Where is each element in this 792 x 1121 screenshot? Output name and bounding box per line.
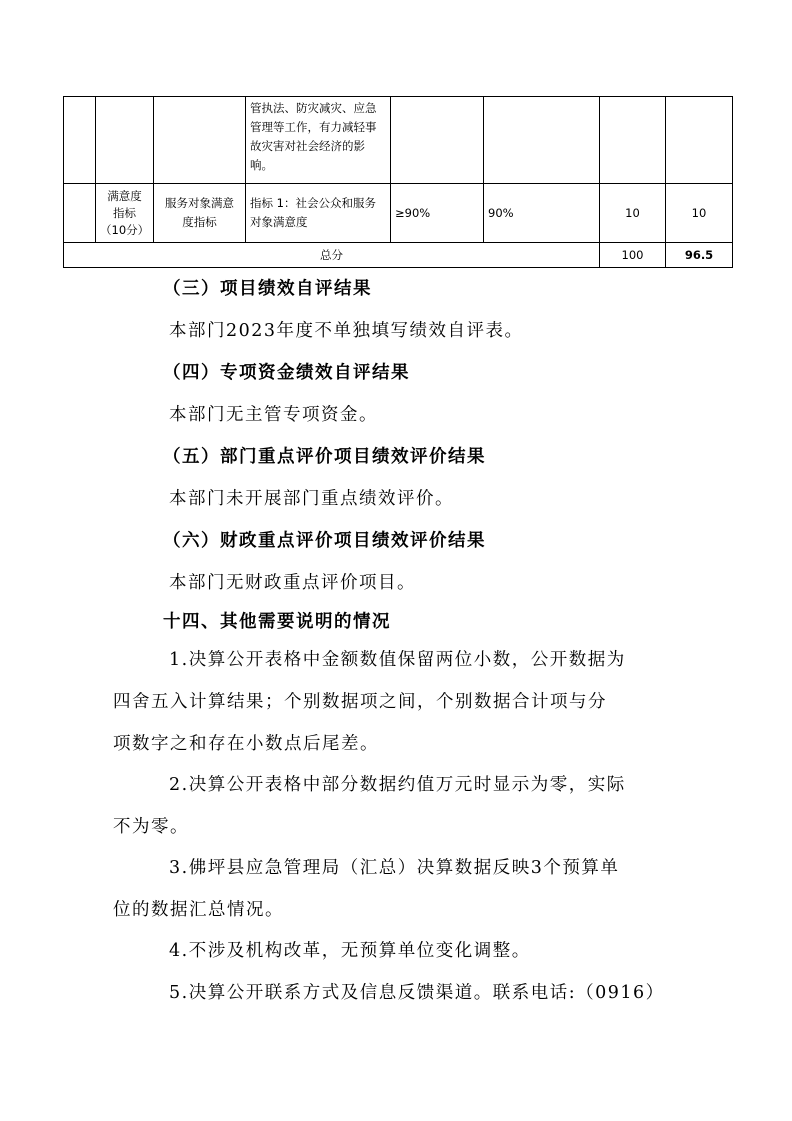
actual-value-cell: 90%	[484, 184, 600, 243]
table-cell	[64, 184, 96, 243]
subcategory-cell: 服务对象满意 度指标	[154, 184, 246, 243]
list-item: 5.决算公开联系方式及信息反馈渠道。联系电话:（0916）	[169, 983, 665, 1003]
target-value-cell: ≥90%	[391, 184, 484, 243]
table-row	[64, 184, 733, 243]
table-cell	[600, 97, 666, 184]
subheading: （三）项目绩效自评结果	[163, 279, 372, 299]
list-item: 1.决算公开表格中金额数值保留两位小数，公开数据为	[169, 650, 626, 670]
paragraph: 本部门无主管专项资金。	[169, 405, 378, 425]
list-item: 2.决算公开表格中部分数据约值万元时显示为零，实际	[169, 775, 626, 795]
performance-table	[63, 96, 733, 268]
subheading: （五）部门重点评价项目绩效评价结果	[163, 447, 486, 467]
table-row-total	[64, 243, 733, 268]
indicator-cell: 管执法、防灾减灾、应急管理等工作，有力减轻事故灾害对社会经济的影响。	[246, 97, 391, 184]
subheading: （六）财政重点评价项目绩效评价结果	[163, 531, 486, 551]
table-cell	[96, 97, 154, 184]
paragraph: 本部门2023年度不单独填写绩效自评表。	[169, 321, 524, 341]
paragraph: 本部门无财政重点评价项目。	[169, 573, 416, 593]
subheading: （四）专项资金绩效自评结果	[163, 363, 410, 383]
table-cell	[64, 97, 96, 184]
category-cell: 满意度 指标 （10分）	[96, 184, 154, 243]
list-item-continuation: 四舍五入计算结果；个别数据项之间，个别数据合计项与分	[113, 692, 607, 712]
table-cell	[154, 97, 246, 184]
table-row	[64, 97, 733, 184]
list-item: 4.不涉及机构改革，无预算单位变化调整。	[169, 941, 531, 961]
total-weight: 100	[600, 243, 666, 268]
table-cell	[484, 97, 600, 184]
weight-cell: 10	[600, 184, 666, 243]
total-label: 总分	[64, 243, 600, 268]
table-cell	[391, 97, 484, 184]
paragraph: 本部门未开展部门重点绩效评价。	[169, 489, 454, 509]
score-cell: 10	[666, 184, 733, 243]
list-item: 3.佛坪县应急管理局（汇总）决算数据反映3个预算单	[169, 858, 620, 878]
table-cell	[666, 97, 733, 184]
section-heading: 十四、其他需要说明的情况	[163, 612, 391, 632]
list-item-continuation: 项数字之和存在小数点后尾差。	[113, 734, 379, 754]
list-item-continuation: 不为零。	[113, 817, 189, 837]
total-score: 96.5	[666, 243, 733, 268]
list-item-continuation: 位的数据汇总情况。	[113, 900, 284, 920]
indicator-cell: 指标 1：社会公众和服务 对象满意度	[246, 184, 391, 243]
